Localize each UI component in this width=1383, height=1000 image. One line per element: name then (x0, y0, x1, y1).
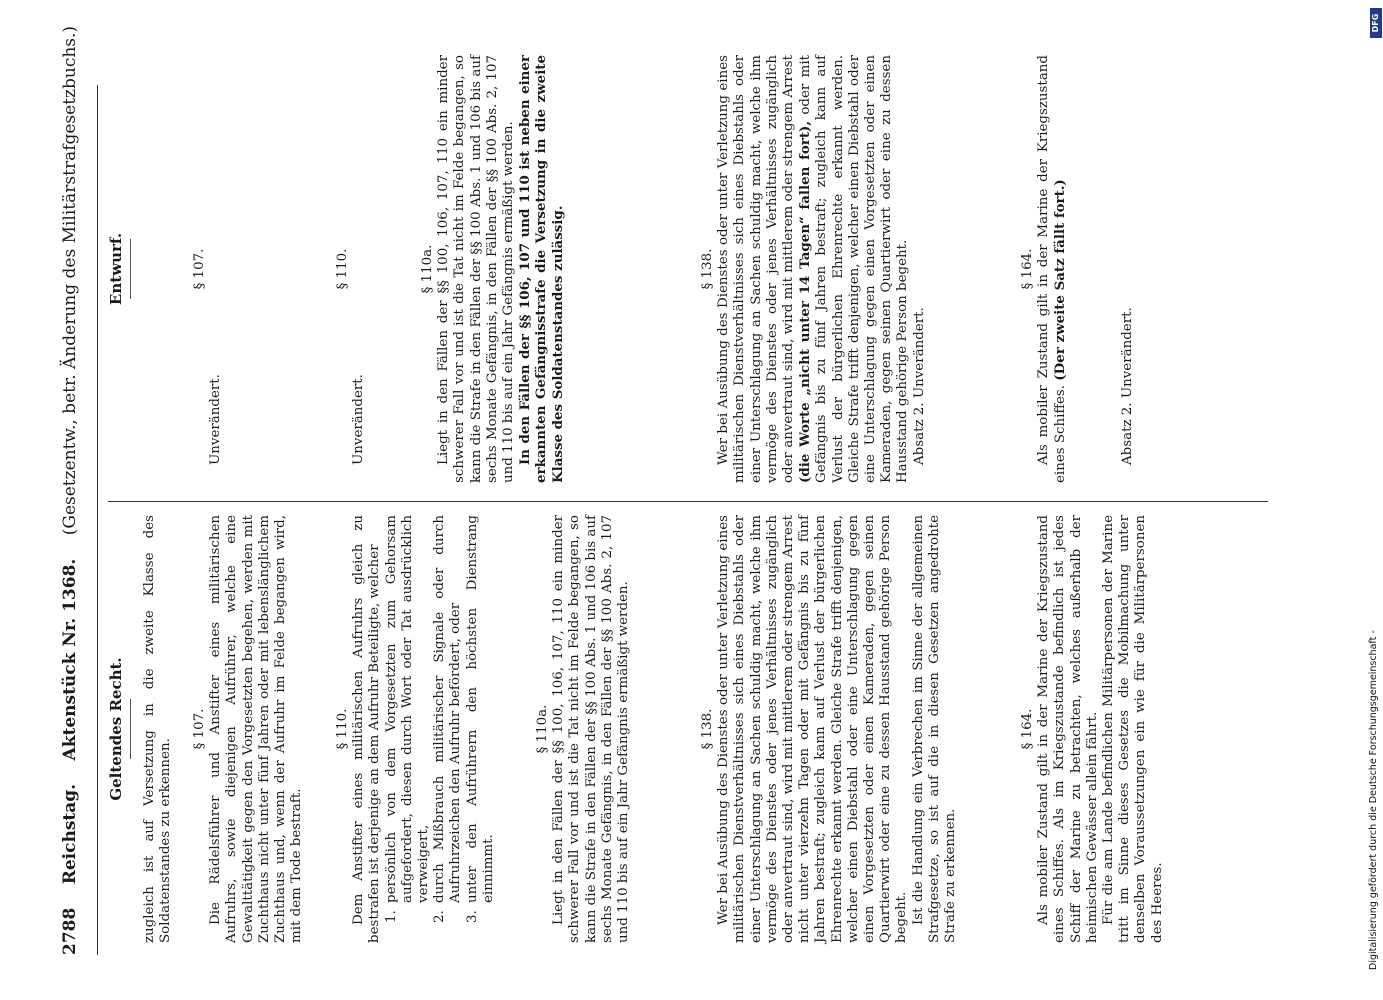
section-164 (1020, 55, 1136, 483)
list-item-number: 1. (383, 910, 399, 923)
section-110 (335, 515, 497, 943)
page-number: 2788 (60, 907, 80, 955)
section-text-2: Ist die Handlung ein Verbrechen im Sinne der allgemeinen Strafgesetze, so ist auf die in diesen Gesetzen angedrohte Strafe zu erkennen. (910, 515, 959, 943)
list-item (465, 515, 497, 923)
section-text-cont: oder mit Gefängnis bis zu fünf Jahren bestraft; zugleich kann auf Verlust der bürgerlichen Ehrenrechte erkannt werden. Gleiche Strafe trifft denjenigen, welcher einen Diebstahl oder eine Unterschlagung gegen einen Vorgesetzten oder einen Kameraden, gegen seinen Quartierwirt oder eine zu dessen Hausstand gehörige Person begeht. (798, 55, 911, 483)
section-amendment: (die Worte „nicht unter 14 Tagen“ fallen fort), (797, 120, 814, 483)
section-text: Als mobiler Zustand gilt in der Marine der Kriegszustand eines Schiffes. (1036, 55, 1069, 483)
header-doc: Aktenstück Nr. 1368. (60, 558, 80, 761)
section-abs2: Absatz 2. Unverändert. (911, 307, 927, 465)
section-110 (335, 55, 367, 483)
page-header (60, 25, 94, 955)
section-110-list (384, 515, 497, 943)
list-item (384, 515, 433, 923)
section-164 (1020, 515, 1166, 943)
list-item-text: durch Mißbrauch militärischer Signale oder durch Aufruhrzeichen den Aufruhr befördert, oder (432, 515, 464, 903)
section-title: § 110a. (535, 704, 550, 754)
section-text: Dem Anstifter eines militärischen Aufruhrs gleich zu bestrafen ist derjenige an dem Aufruhr Beteiligte, welcher (351, 515, 383, 943)
title-rule (130, 699, 131, 759)
section-text: Unverändert. (208, 374, 224, 465)
section-110a (535, 515, 632, 943)
section-amendment: (Der zweite Satz fällt fort.) (1052, 179, 1069, 381)
title-rule (130, 239, 131, 299)
section-title: § 164. (1020, 248, 1035, 290)
section-110a (420, 55, 566, 483)
section-107 (192, 55, 224, 483)
list-item-text: persönlich von dem Vorgesetzten zum Gehorsam aufgefordert, diesen durch Wort oder Tat ausdrücklich verweigert, (383, 515, 432, 903)
section-amendment: In den Fällen der §§ 106, 107 und 110 ist neben einer erkannten Gefängnisstrafe die Versetzung in die zweite Klasse des Soldatenstandes zulässig. (517, 55, 566, 483)
section-title: § 164. (1020, 708, 1035, 750)
section-text: Als mobiler Zustand gilt in der Marine der Kriegszustand eines Schiffes. Als im Kriegszustande befindlich ist jedes Schiff der Marine zu betrachten, welches außerhalb der heimischen Gewässer allein fährt. (1036, 515, 1100, 943)
header-rule (97, 85, 98, 955)
list-item (432, 515, 464, 923)
intro-paragraph: zugleich ist auf Versetzung in die zweite Klasse des Soldatenstandes zu erkennen. (142, 515, 174, 943)
list-item-number: 3. (464, 910, 480, 923)
section-text-2: Für die am Lande befindlichen Militärpersonen der Marine tritt im Sinne dieses Gesetzes die Mobilmachung unter denselben Voraussetzungen ein wie für die Militärpersonen des Heeres. (1101, 515, 1165, 943)
list-item-text: unter den Aufrührern den höchsten Dienstrang einnimmt. (464, 515, 496, 903)
section-text: Die Rädelsführer und Anstifter eines militärischen Aufruhrs, sowie diejenigen Aufrührer, welche eine Gewalttätigkeit gegen den Vorgesetzten begehen, werden mit Zuchthaus nicht unter fünf Jahren oder mit lebenslänglichem Zuchthaus und, wenn der Aufruhr im Felde begangen wird, mit dem Tode bestraft. (208, 515, 305, 943)
digitization-credit: Digitalisierung gefördert durch die Deutsche Forschungsgemeinschaft - (1368, 630, 1379, 970)
section-107 (192, 515, 305, 943)
section-title: § 110. (335, 248, 350, 290)
section-text: Wer bei Ausübung des Dienstes oder unter Verletzung eines militärischen Dienstverhältnisses sich eines Diebstahls oder einer Unterschlagung an Sachen schuldig macht, welche ihm vermöge des Dienstes oder jenes Verhältnisses zugänglich oder anvertraut sind, wird mit mittlerem oder strengem Arrest nicht unter vierzehn Tagen oder mit Gefängnis bis zu fünf Jahren bestraft; zugleich kann auf Verlust der bürgerlichen Ehrenrechte erkannt werden. Gleiche Strafe trifft denjenigen, welcher einen Diebstahl oder eine Unterschlagung gegen einen Vorgesetzten oder einen Kameraden, gegen seinen Quartierwirt oder eine zu dessen Hausstand gehörige Person begeht. (716, 515, 910, 943)
section-text: Wer bei Ausübung des Dienstes oder unter Verletzung eines militärischen Dienstverhältnisses sich eines Diebstahls oder einer Unterschlagung an Sachen schuldig macht, welche ihm vermöge des Dienstes oder jenes Verhältnisses zugänglich oder anvertraut sind, wird mit mittlerem oder strengem Arrest (716, 55, 797, 483)
column-title: Entwurf. (107, 232, 125, 306)
section-title: § 138. (700, 248, 715, 290)
header-org: Reichstag. (60, 783, 80, 885)
document-page (60, 25, 1365, 955)
section-abs2: Absatz 2. Unverändert. (1119, 307, 1135, 465)
section-text: Liegt in den Fällen der §§ 100, 106, 107, 110 ein minder schwerer Fall vor und ist die Tat nicht im Felde begangen, so kann die Strafe in den Fällen der §§ 100 Abs. 1 und 106 bis auf sechs Monate Gefängnis, in den Fällen der §§ 100 Abs. 2, 107 und 110 bis auf ein Jahr Gefängnis ermäßigt werden. (551, 515, 632, 943)
section-138 (700, 55, 928, 483)
section-text: Unverändert. (351, 374, 367, 465)
list-item-number: 2. (432, 910, 448, 923)
column-title: Geltendes Recht. (107, 657, 125, 801)
header-subject: (Gesetzentw., betr. Änderung des Militärstrafgesetzbuchs.) (60, 25, 80, 536)
section-title: § 138. (700, 708, 715, 750)
section-title: § 110a. (420, 244, 435, 294)
section-title: § 107. (192, 248, 207, 290)
column-divider (108, 501, 1268, 502)
section-138 (700, 515, 959, 943)
section-text: Liegt in den Fällen der §§ 100, 106, 107, 110 ein minder schwerer Fall vor und ist die Tat nicht im Felde begangen, so kann die Strafe in den Fällen der §§ 100 Abs. 1 und 106 bis auf sechs Monate Gefängnis, in den Fällen der §§ 100 Abs. 2, 107 und 110 bis auf ein Jahr Gefängnis ermäßigt werden. (436, 55, 517, 483)
section-title: § 110. (335, 708, 350, 750)
section-title: § 107. (192, 708, 207, 750)
dfg-logo: DFG (1370, 8, 1382, 38)
